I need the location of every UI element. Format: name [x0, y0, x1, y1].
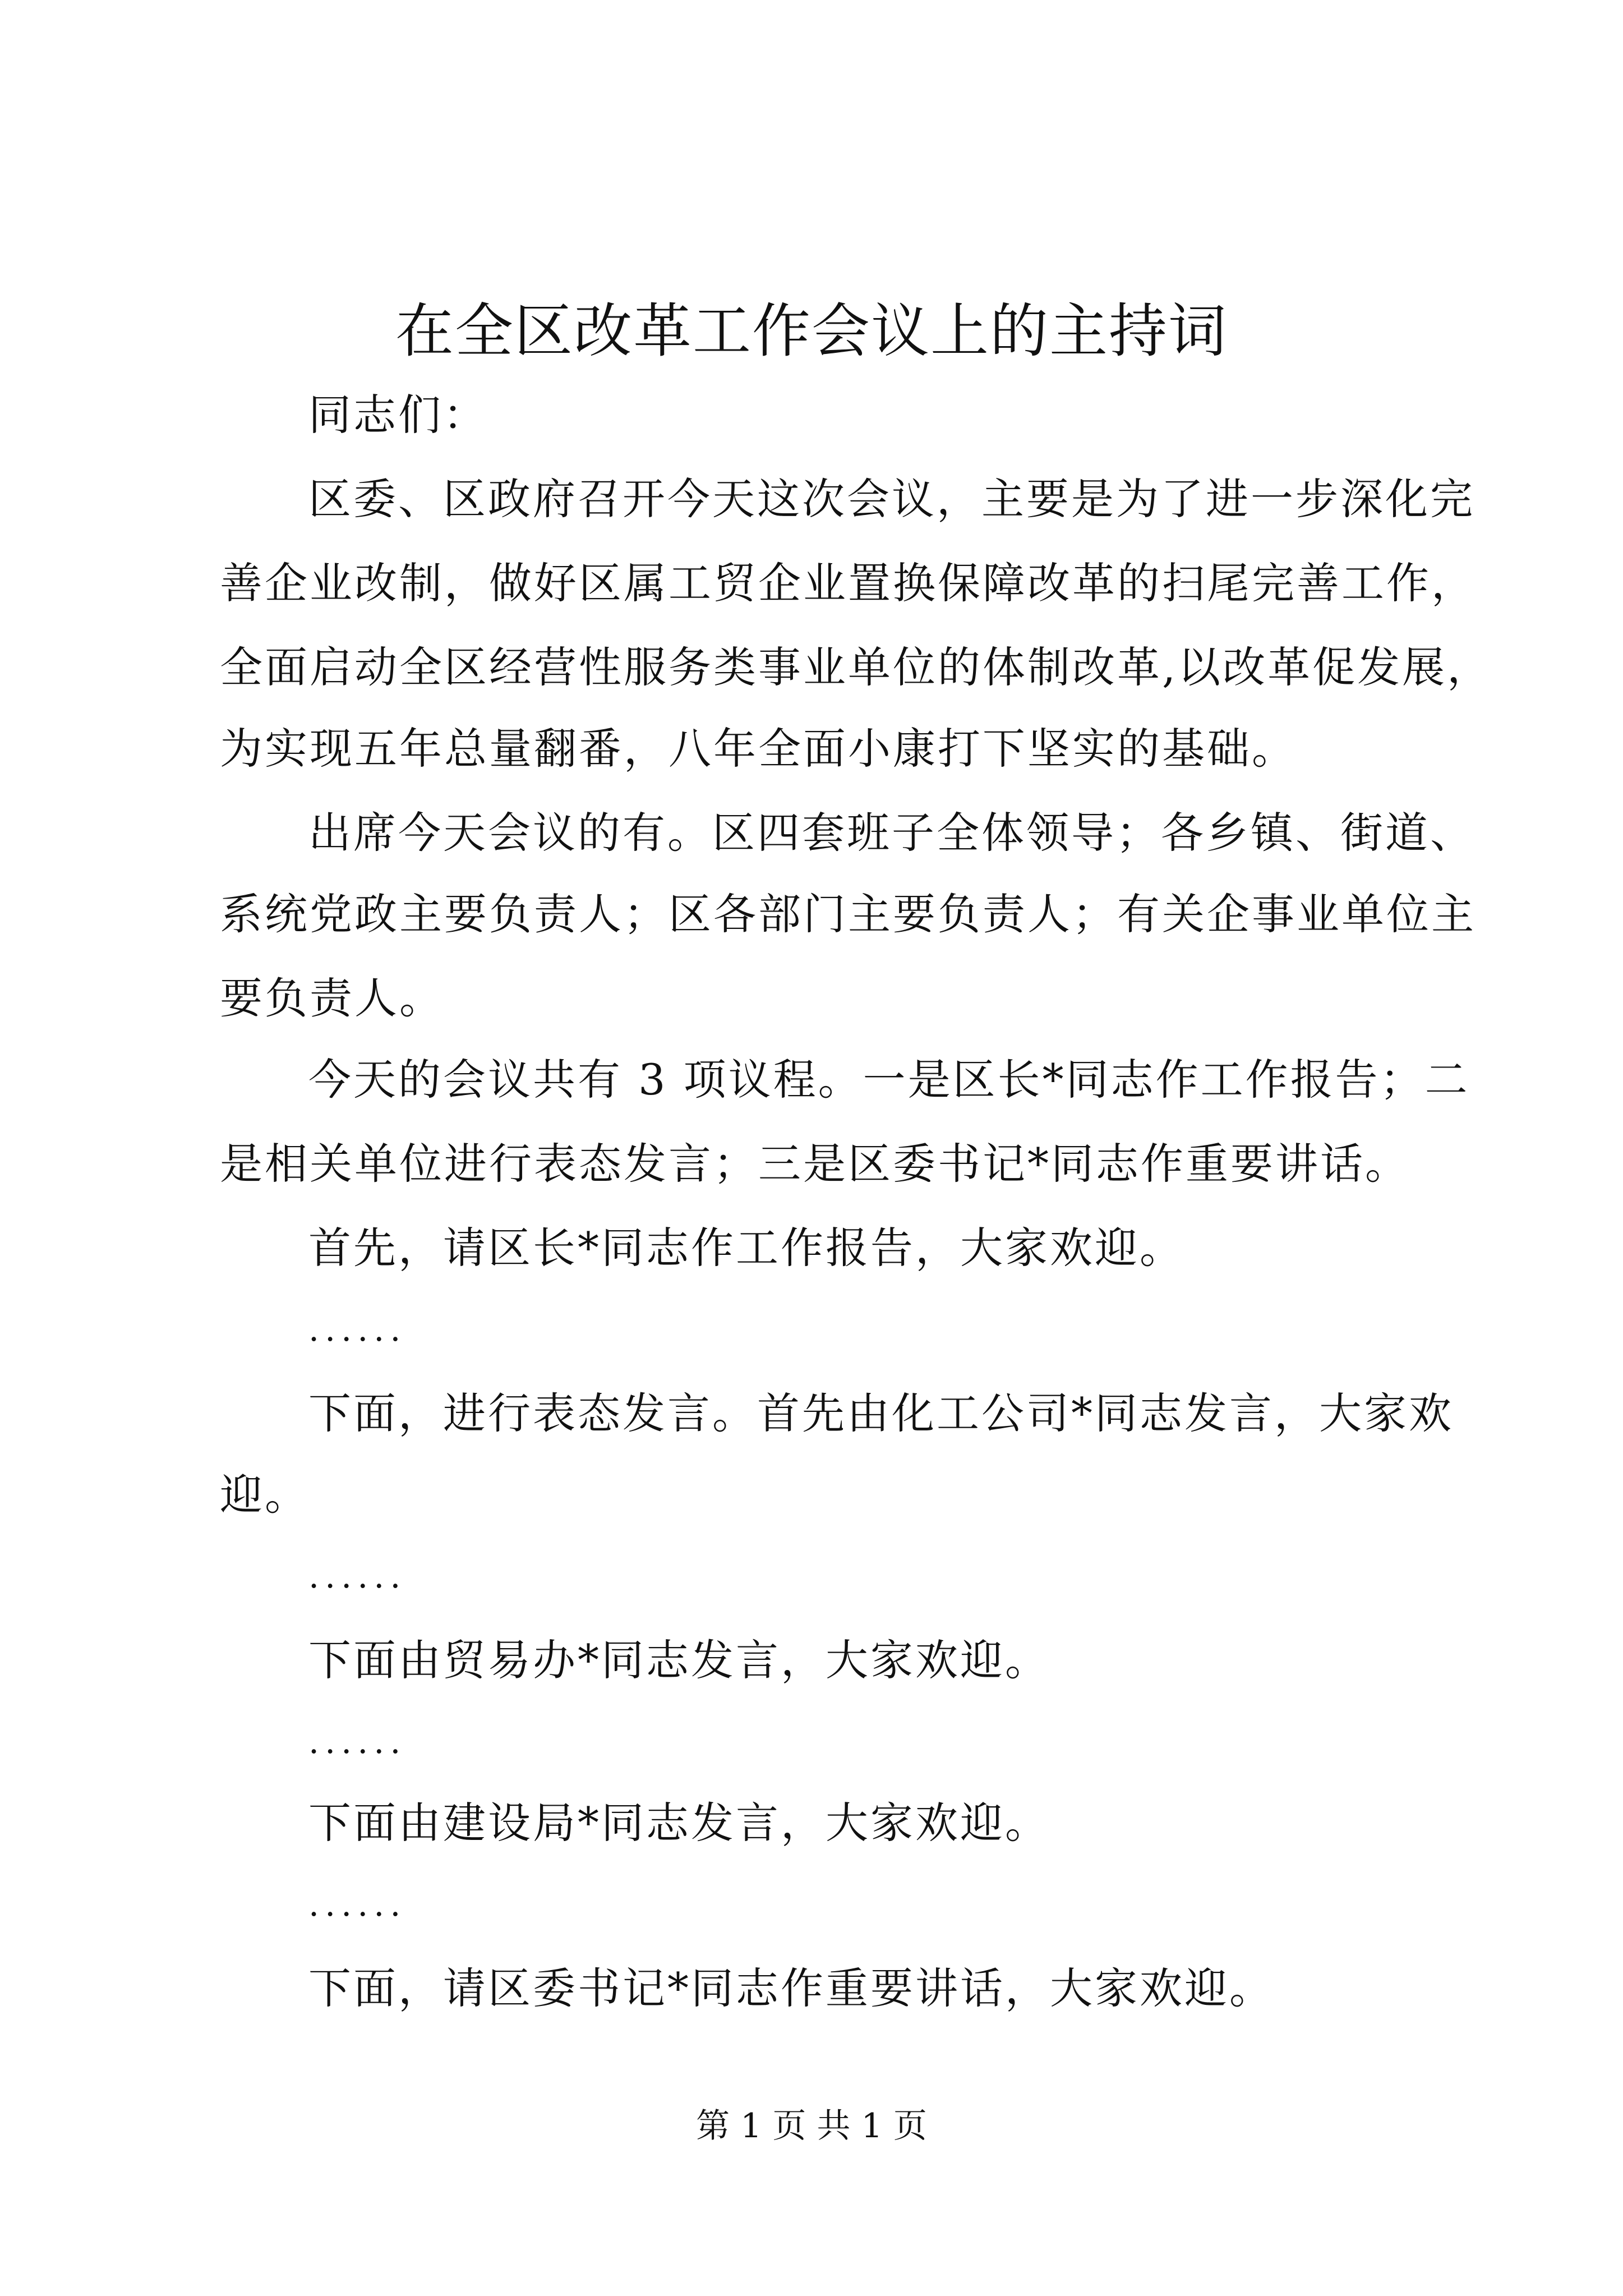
paragraph-line: 下面由建设局*同志发言，大家欢迎。: [308, 1798, 1050, 1848]
paragraph-line: 要负责人。: [220, 973, 444, 1023]
paragraph-line: 首先，请区长*同志作工作报告，大家欢迎。: [308, 1223, 1184, 1273]
paragraph-line: 出席今天会议的有。区四套班子全体领导；各乡镇、街道、: [308, 808, 1475, 858]
document-title: 在全区改革工作会议上的主持词: [395, 297, 1228, 365]
ellipsis: ......: [308, 1557, 407, 1596]
paragraph-line: 全面启动全区经营性服务类事业单位的体制改革,以改革促发展，: [220, 642, 1492, 692]
page-footer: 第 1 页 共 1 页: [696, 2106, 927, 2146]
paragraph-line: 系统党政主要负责人；区各部门主要负责人；有关企事业单位主: [220, 889, 1476, 939]
paragraph-line: 区委、区政府召开今天这次会议，主要是为了进一步深化完: [308, 474, 1475, 524]
paragraph-line: 下面由贸易办*同志发言，大家欢迎。: [308, 1635, 1050, 1685]
paragraph-line: 善企业改制，做好区属工贸企业置换保障改革的扫尾完善工作，: [220, 558, 1476, 608]
greeting: 同志们：: [308, 390, 488, 440]
paragraph-line: 下面，进行表态发言。首先由化工公司*同志发言，大家欢: [308, 1388, 1454, 1438]
ellipsis: ......: [308, 1310, 407, 1349]
paragraph-line: 是相关单位进行表态发言；三是区委书记*同志作重要讲话。: [220, 1139, 1410, 1189]
ellipsis: ......: [308, 1722, 407, 1761]
paragraph-line: 为实现五年总量翻番，八年全面小康打下坚实的基础。: [220, 724, 1297, 774]
ellipsis: ......: [308, 1885, 407, 1924]
paragraph-line: 迎。: [220, 1470, 310, 1520]
paragraph-line: 今天的会议共有 3 项议程。一是区长*同志作工作报告；二: [308, 1055, 1470, 1105]
paragraph-line: 下面，请区委书记*同志作重要讲话，大家欢迎。: [308, 1963, 1274, 2013]
